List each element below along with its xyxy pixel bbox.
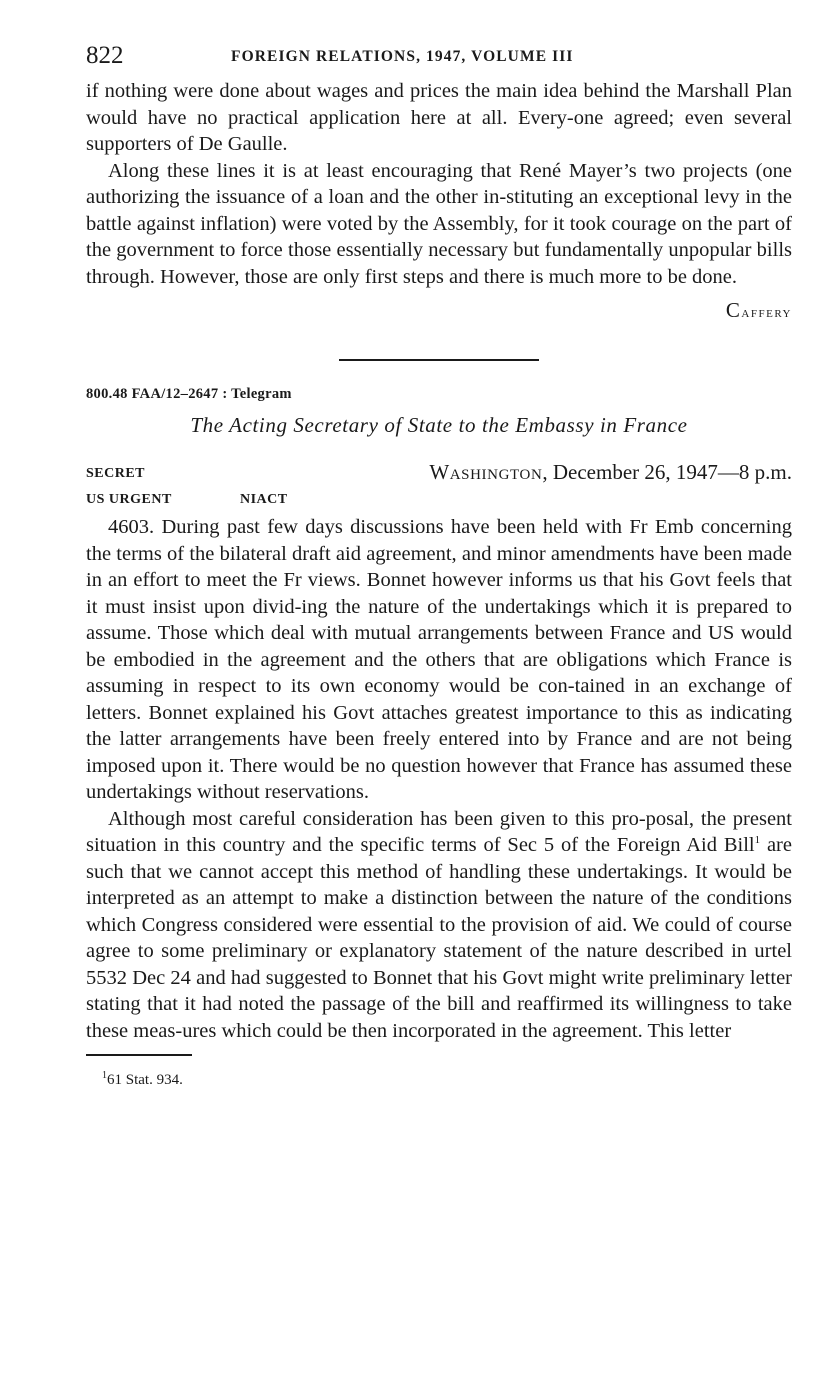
signature-rest: affery bbox=[741, 304, 792, 321]
document-page bbox=[86, 38, 792, 1089]
dateline-place-rest: ashington bbox=[449, 460, 543, 484]
signature-caffery bbox=[86, 298, 792, 323]
telegram-meta bbox=[86, 462, 792, 512]
page-number: 822 bbox=[86, 42, 124, 69]
dateline-place-initial: W bbox=[429, 460, 450, 484]
dateline-date: , December 26, 1947—8 p.m. bbox=[542, 460, 792, 484]
page-header bbox=[86, 38, 792, 78]
signature-initial: C bbox=[725, 298, 742, 322]
paragraph-2-text-b: are such that we cannot accept this method of handling these undertakings. It would be interpreted as an attempt to make a distinction between the nature of the conditions which Congress considered were essential to the provision of aid. We could of course agree to some preliminary or explanatory statement of the nature described in urtel 5532 Dec 24 and had suggested to Bonnet that his Govt might write preliminary letter stating that it had noted the passage of the bill and reaffirmed its willingness to take these meas-ures which could be then incorporated in the agreement. This letter bbox=[86, 834, 792, 1042]
footnote-rule bbox=[86, 1054, 192, 1056]
footnote-marker[interactable]: 1 bbox=[754, 834, 761, 847]
dateline-place bbox=[429, 460, 542, 484]
running-head: FOREIGN RELATIONS, 1947, VOLUME III bbox=[231, 48, 574, 65]
telegram-paragraph-1: 4603. During past few days discussions have been held with Fr Emb concerning the terms of the bilateral draft aid agreement, and minor amendments have been made in an effort to meet the Fr views. Bonnet however informs us that his Govt feels that it must insist upon divid-ing the nature of the undertakings which it is prepared to assume. Those which deal with mutual arrangements between France and US would be embodied in the agreement and the others that are obligations which France is assuming in respect to its own economy would be con-tained in an exchange of letters. Bonnet explained his Govt attaches greatest importance to this as indicating the latter arrangements have been freely entered into by France and are not being imposed upon it. There would be no question however that France has assumed these undertakings without reservations. bbox=[86, 516, 792, 803]
priority-label: US URGENT bbox=[86, 492, 172, 507]
niact-label: NIACT bbox=[240, 492, 288, 507]
continuation-paragraph-2: Along these lines it is at least encouraging that René Mayer’s two projects (one authorizing the issuance of a loan and the other in-stituting an exceptional levy in the battle against inflation) were voted by the Assembly, for it took courage on the part of the government to force those essentially necessary but fundamentally unpopular bills through. However, those are only first steps and there is much more to be done. bbox=[86, 159, 792, 288]
continuation-paragraph-1: if nothing were done about wages and prices the main idea behind the Marshall Plan would have no practical application here at all. Every-one agreed; even several supporters of De Gaulle. bbox=[86, 80, 792, 155]
footnote-number: 1 bbox=[102, 1069, 107, 1081]
document-title: The Acting Secretary of State to the Embassy in France bbox=[190, 413, 688, 437]
file-reference: 800.48 FAA/12–2647 : Telegram bbox=[86, 386, 292, 402]
section-divider bbox=[339, 359, 539, 361]
classification-label: SECRET bbox=[86, 466, 146, 481]
paragraph-2-text-a: Although most careful consideration has been given to this pro-posal, the present situation in this country and the specific terms of Sec 5 of the Foreign Aid Bill bbox=[86, 807, 792, 856]
footnote-text: 61 Stat. 934. bbox=[107, 1071, 183, 1088]
telegram-paragraph-2 bbox=[86, 806, 792, 1045]
dateline bbox=[429, 460, 792, 485]
footnote bbox=[102, 1070, 792, 1089]
